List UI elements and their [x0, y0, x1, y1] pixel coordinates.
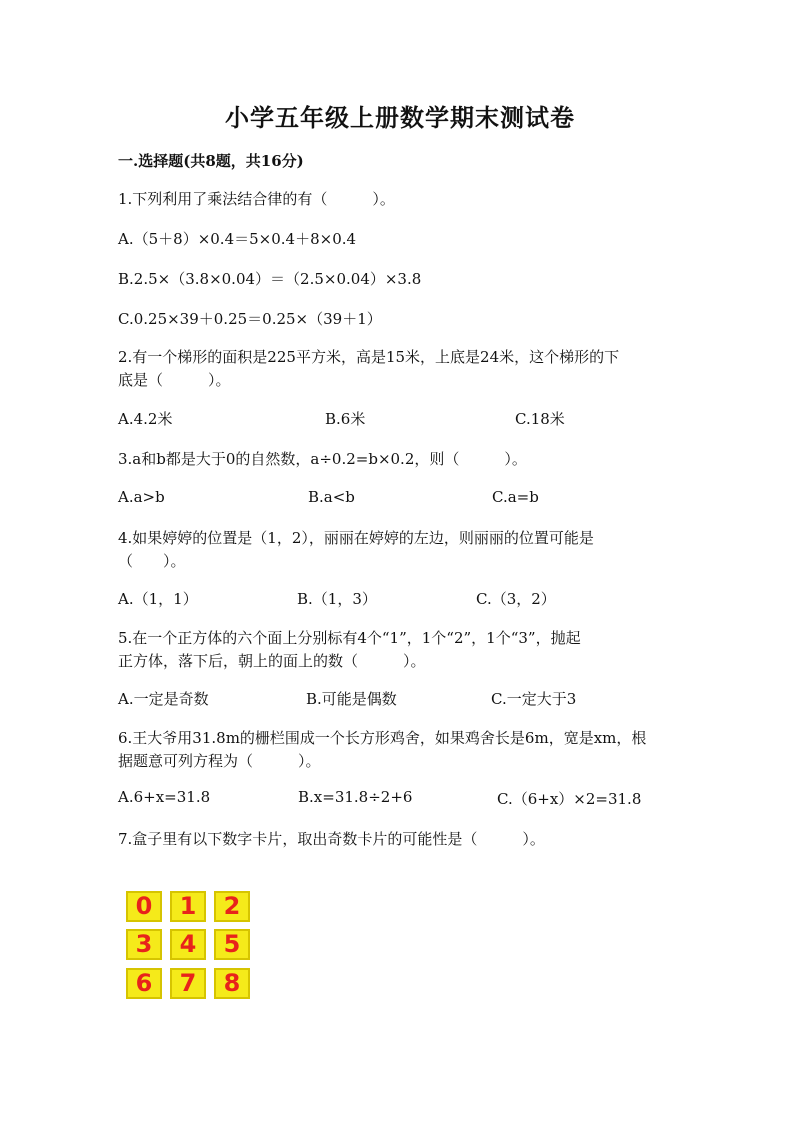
number-card-grid	[126, 891, 250, 1001]
question-3-stem: 3.a和b都是大于0的自然数，a÷0.2=b×0.2，则（ ）。	[118, 450, 527, 468]
question-3-option-c: C.a=b	[492, 488, 539, 506]
question-2-option-b: B.6米	[325, 410, 366, 428]
question-1-stem: 1.下列利用了乘法结合律的有（ ）。	[118, 190, 395, 208]
number-card: 5	[214, 929, 250, 960]
number-card: 0	[126, 891, 162, 922]
question-1-option-a: A.（5＋8）×0.4＝5×0.4＋8×0.4	[118, 230, 357, 248]
question-5-stem-line1: 5.在一个正方体的六个面上分别标有4个“1”，1个“2”，1个“3”，抛起	[118, 629, 581, 647]
question-6-option-a: A.6+x=31.8	[118, 788, 211, 806]
question-4-stem-line1: 4.如果婷婷的位置是（1，2），丽丽在婷婷的左边，则丽丽的位置可能是	[118, 529, 594, 547]
number-card: 3	[126, 929, 162, 960]
question-1-option-b: B.2.5×（3.8×0.04）＝（2.5×0.04）×3.8	[118, 270, 422, 288]
question-6-stem-line2: 据题意可列方程为（ ）。	[118, 752, 321, 770]
question-2-option-c: C.18米	[515, 410, 565, 428]
question-5-option-b: B.可能是偶数	[306, 690, 397, 708]
question-3-option-a: A.a>b	[118, 488, 165, 506]
number-card: 2	[214, 891, 250, 922]
question-2-stem-line2: 底是（ ）。	[118, 371, 231, 389]
question-6-stem-line1: 6.王大爷用31.8m的栅栏围成一个长方形鸡舍，如果鸡舍长是6m，宽是xm，根	[118, 729, 647, 747]
question-5-stem-line2: 正方体，落下后，朝上的面上的数（ ）。	[118, 652, 426, 670]
question-6-option-c: C.（6+x）×2=31.8	[497, 790, 642, 808]
question-7-stem: 7.盒子里有以下数字卡片，取出奇数卡片的可能性是（ ）。	[118, 830, 545, 848]
question-4-option-a: A.（1，1）	[118, 590, 198, 608]
section-heading: 一.选择题(共8题，共16分)	[118, 152, 304, 170]
number-card: 4	[170, 929, 206, 960]
question-5-option-c: C.一定大于3	[491, 690, 577, 708]
question-2-stem-line1: 2.有一个梯形的面积是225平方米，高是15米，上底是24米，这个梯形的下	[118, 348, 620, 366]
question-4-option-c: C.（3，2）	[476, 590, 556, 608]
number-card: 6	[126, 968, 162, 999]
number-card: 1	[170, 891, 206, 922]
number-card: 7	[170, 968, 206, 999]
question-2-option-a: A.4.2米	[118, 410, 173, 428]
question-4-option-b: B.（1，3）	[297, 590, 377, 608]
question-5-option-a: A.一定是奇数	[118, 690, 209, 708]
question-1-option-c: C.0.25×39＋0.25＝0.25×（39＋1）	[118, 310, 382, 328]
question-4-stem-line2: （ ）。	[118, 552, 186, 570]
question-3-option-b: B.a<b	[308, 488, 355, 506]
number-card: 8	[214, 968, 250, 999]
question-6-option-b: B.x=31.8÷2+6	[298, 788, 413, 806]
page-title: 小学五年级上册数学期末测试卷	[225, 103, 575, 132]
